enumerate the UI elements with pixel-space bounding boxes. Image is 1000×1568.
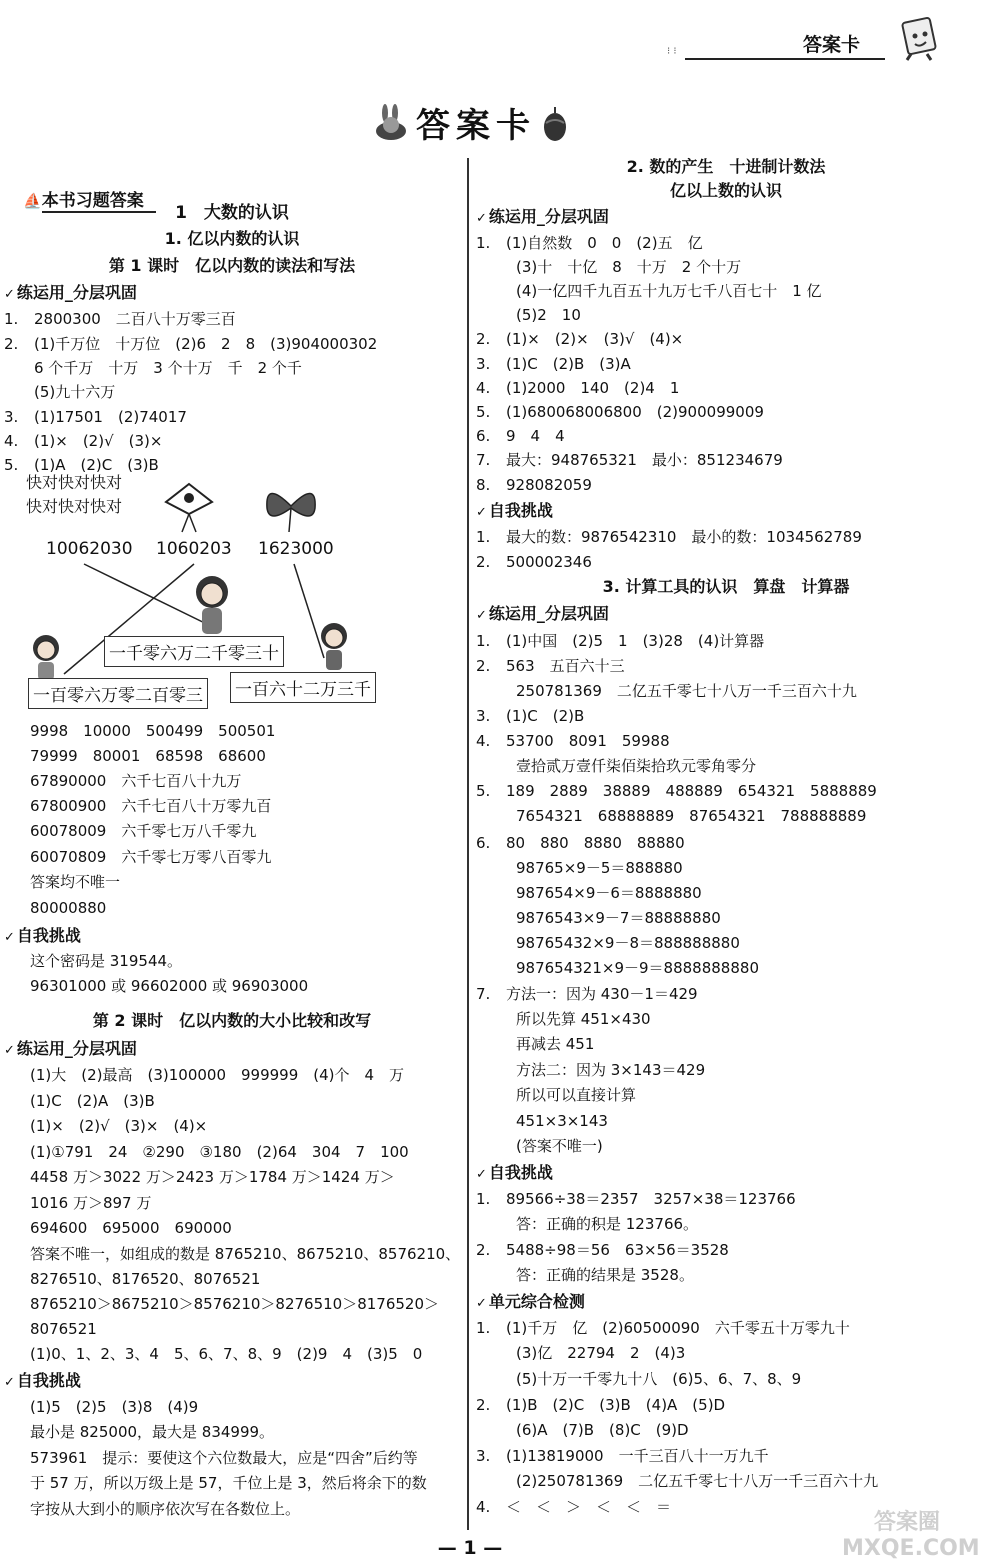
header-dots: ⁝ ⁝: [667, 46, 677, 57]
answer-line: (5)九十六万: [34, 383, 116, 401]
answer-line: 250781369 二亿五千零七十八万一千三百六十九: [516, 682, 857, 700]
answer-line: 8076521: [30, 1320, 97, 1338]
answer-line: 答：正确的积是 123766。: [516, 1215, 699, 1233]
check-icon: ✓: [476, 608, 487, 623]
answer-line: 98765×9－5＝888880: [516, 859, 683, 877]
answer-line: 80000880: [30, 899, 107, 917]
section-practice: ✓ 练运用_分层巩固: [4, 1038, 137, 1062]
section-challenge: ✓ 自我挑战: [476, 1162, 553, 1186]
acorn-icon: [541, 103, 569, 143]
answer-line: 3. (1)C (2)B: [476, 707, 585, 725]
answer-line: 5. (1)680068006800 (2)900099009: [476, 403, 764, 421]
kite-icon: [162, 482, 216, 534]
answer-line: 2. (1)千万位 十万位 (2)6 2 8 (3)904000302: [4, 335, 378, 353]
answer-line: 9998 10000 500499 500501: [30, 722, 276, 740]
page-header: [667, 28, 885, 60]
answer-line: 9876543×9－7＝88888880: [516, 909, 721, 927]
answer-line: (4)一亿四千九百五十九万七千八百七十 1 亿: [516, 282, 822, 300]
bunny-icon: [371, 103, 411, 143]
check-icon: ✓: [4, 287, 15, 302]
answer-line: 2. (1)× (2)× (3)√ (4)×: [476, 330, 684, 348]
answer-line: 4. ＜ ＜ ＞ ＜ ＜ ＝: [476, 1498, 672, 1516]
answer-line: (5)十万一千零九十八 (6)5、6、7、8、9: [516, 1370, 802, 1388]
section-challenge: ✓ 自我挑战: [4, 925, 81, 949]
check-icon: ✓: [4, 1375, 15, 1390]
check-icon: ✓: [476, 1296, 487, 1311]
girl-icon: [182, 570, 242, 640]
section-unit-test: ✓ 单元综合检测: [476, 1291, 585, 1315]
book-answers-header: ⛵本书习题答案: [4, 168, 156, 234]
lesson-title: 第 2 课时 亿以内数的大小比较和改写: [92, 1011, 372, 1030]
answer-line: 再减去 451: [516, 1035, 595, 1053]
check-icon: ✓: [4, 930, 15, 945]
answer-line: 6 个千万 十万 3 个十万 千 2 个千: [4, 359, 302, 377]
answer-line: 5. (1)A (2)C (3)B: [4, 456, 159, 474]
answer-line: 79999 80001 68598 68600: [30, 747, 266, 765]
answer-line: 987654×9－6＝8888880: [516, 884, 702, 902]
answer-line: 987654321×9－9＝8888888880: [516, 959, 759, 977]
answer-line: 3. (1)17501 (2)74017: [4, 408, 187, 426]
number-label: 1060203: [156, 539, 232, 559]
answer-line: 8276510、8176520、8076521: [30, 1270, 261, 1288]
answer-line: 96301000 或 96602000 或 96903000: [30, 977, 309, 995]
answer-line: (5)2 10: [516, 306, 581, 324]
header-title: 答案卡: [802, 34, 860, 56]
answer-line: 字按从大到小的顺序依次写在各数位上。: [30, 1500, 301, 1518]
answer-line: 最小是 825000，最大是 834999。: [30, 1423, 275, 1441]
answer-line: 1016 万＞897 万: [30, 1194, 152, 1212]
answer-line: 2. (1)B (2)C (3)B (4)A (5)D: [476, 1396, 726, 1414]
answer-line: 2. 563 五百六十三: [476, 657, 625, 675]
answer-line: (1)C (2)A (3)B: [30, 1092, 155, 1110]
answer-line: 451×3×143: [516, 1112, 608, 1130]
answer-line: 4. 53700 8091 59988: [476, 732, 670, 750]
answer-line: 所以可以直接计算: [516, 1086, 637, 1104]
answer-line: (6)A (7)B (8)C (9)D: [516, 1421, 689, 1439]
lesson-title: 第 1 课时 亿以内数的读法和写法: [108, 256, 356, 275]
number-label: 1623000: [258, 539, 334, 559]
answer-line: 6. 80 880 8880 88880: [476, 834, 685, 852]
answer-line: 6. 9 4 4: [476, 427, 565, 445]
answer-line: (1)× (2)√ (3)× (4)×: [30, 1117, 208, 1135]
answer-line: 壹拾贰万壹仟柒佰柒拾玖元零角零分: [516, 757, 757, 775]
watermark-logo: 答案圈 MXQE.COM: [842, 1510, 980, 1561]
answer-line: 方法二：因为 3×143＝429: [516, 1061, 706, 1079]
answer-line: (1)5 (2)5 (3)8 (4)9: [30, 1398, 199, 1416]
book-mascot-icon: [897, 14, 943, 62]
answer-line: 于 57 万，所以万级上是 57，千位上是 3，然后将余下的数: [30, 1474, 427, 1492]
answer-line: 1. 2800300 二百八十万零三百: [4, 310, 236, 328]
answer-line: (1)大 (2)最高 (3)100000 999999 (4)个 4 万: [30, 1066, 405, 1084]
unit-title: 1 大数的认识: [175, 203, 289, 223]
section-practice: ✓ 练运用_分层巩固: [4, 282, 137, 306]
answer-line: 答案不唯一，如组成的数是 8765210、8675210、8576210、: [30, 1245, 461, 1263]
answer-line: 60078009 六千零七万八千零九: [30, 822, 257, 840]
answer-line: 3. (1)13819000 一千三百八十一万九千: [476, 1447, 769, 1465]
reading-box: 一百六十二万三千: [230, 672, 376, 703]
answer-line: 7. 方法一：因为 430－1＝429: [476, 985, 698, 1003]
answer-line: 8765210＞8675210＞8576210＞8276510＞8176520＞: [30, 1295, 440, 1313]
section-title: 2. 数的产生 十进制计数法: [626, 157, 826, 176]
answer-line: 7654321 68888889 87654321 788888889: [516, 807, 867, 825]
check-icon: ✓: [476, 505, 487, 520]
section-practice: ✓ 练运用_分层巩固: [476, 603, 609, 627]
page-number: — 1 —: [437, 1537, 503, 1559]
answer-line: (2)250781369 二亿五千零七十八万一千三百六十九: [516, 1472, 879, 1490]
reading-box: 一千零六万二千零三十: [104, 636, 284, 667]
answer-line: 3. (1)C (2)B (3)A: [476, 355, 631, 373]
answer-line: (3)亿 22794 2 (4)3: [516, 1344, 686, 1362]
answer-line: 98765432×9－8＝888888880: [516, 934, 740, 952]
answer-line: 67800900 六千七百八十万零九百: [30, 797, 272, 815]
answer-line: 60070809 六千零七万零八百零九: [30, 848, 272, 866]
answer-line: 1. 89566÷38＝2357 3257×38＝123766: [476, 1190, 796, 1208]
butterfly-kite-icon: [259, 478, 323, 534]
answer-line: 694600 695000 690000: [30, 1219, 232, 1237]
boy-icon: [312, 618, 356, 674]
answer-line: 8. 928082059: [476, 476, 592, 494]
answer-line: 7. 最大：948765321 最小：851234679: [476, 451, 783, 469]
answer-line: 1. (1)自然数 0 0 (2)五 亿: [476, 234, 703, 252]
check-icon: ✓: [4, 1043, 15, 1058]
check-icon: ✓: [476, 211, 487, 226]
answer-line: 1. 最大的数：9876542310 最小的数：1034562789: [476, 528, 862, 546]
answer-line: (3)十 十亿 8 十万 2 个十万: [516, 258, 742, 276]
boy-icon: [24, 630, 68, 682]
answer-line: 1. (1)千万 亿 (2)60500090 六千零五十万零九十: [476, 1319, 850, 1337]
answer-line: 答案均不唯一: [30, 873, 121, 891]
ship-icon: ⛵: [23, 192, 42, 210]
answer-line: 67890000 六千七百八十九万: [30, 772, 242, 790]
reading-box: 一百零六万零二百零三: [28, 678, 208, 709]
answer-line: 2. 5488÷98＝56 63×56＝3528: [476, 1241, 729, 1259]
answer-line: 4. (1)× (2)√ (3)×: [4, 432, 163, 450]
answer-line: 5. 189 2889 38889 488889 654321 5888889: [476, 782, 877, 800]
main-title-text: 答案卡: [416, 106, 536, 146]
main-title: [0, 98, 940, 147]
answer-line: 4. (1)2000 140 (2)4 1: [476, 379, 680, 397]
answer-line: (1)①791 24 ②290 ③180 (2)64 304 7 100: [30, 1143, 409, 1161]
number-label: 10062030: [46, 539, 133, 559]
answer-line: 573961 提示：要使这个六位数最大，应是“四舍”后约等: [30, 1449, 418, 1467]
section-title: 1. 亿以内数的认识: [164, 229, 300, 248]
answer-line: 2. 500002346: [476, 553, 592, 571]
watermark-text: 快对快对快对: [26, 497, 123, 516]
section-challenge: ✓ 自我挑战: [4, 1370, 81, 1394]
answer-line: 1. (1)中国 (2)5 1 (3)28 (4)计算器: [476, 632, 765, 650]
answer-line: 这个密码是 319544。: [30, 952, 183, 970]
section-title: 3. 计算工具的认识 算盘 计算器: [602, 577, 850, 596]
answer-line: 所以先算 451×430: [516, 1010, 651, 1028]
answer-line: (1)0、1、2、3、4 5、6、7、8、9 (2)9 4 (3)5 0: [30, 1345, 423, 1363]
section-practice: ✓ 练运用_分层巩固: [476, 206, 609, 230]
answer-line: (答案不唯一): [516, 1137, 603, 1155]
watermark-text: 快对快对快对: [26, 473, 123, 492]
column-divider: [467, 158, 469, 1530]
check-icon: ✓: [476, 1167, 487, 1182]
answer-line: 答：正确的结果是 3528。: [516, 1266, 694, 1284]
section-title: 亿以上数的认识: [669, 181, 782, 200]
answer-line: 4458 万＞3022 万＞2423 万＞1784 万＞1424 万＞: [30, 1168, 395, 1186]
section-challenge: ✓ 自我挑战: [476, 500, 553, 524]
